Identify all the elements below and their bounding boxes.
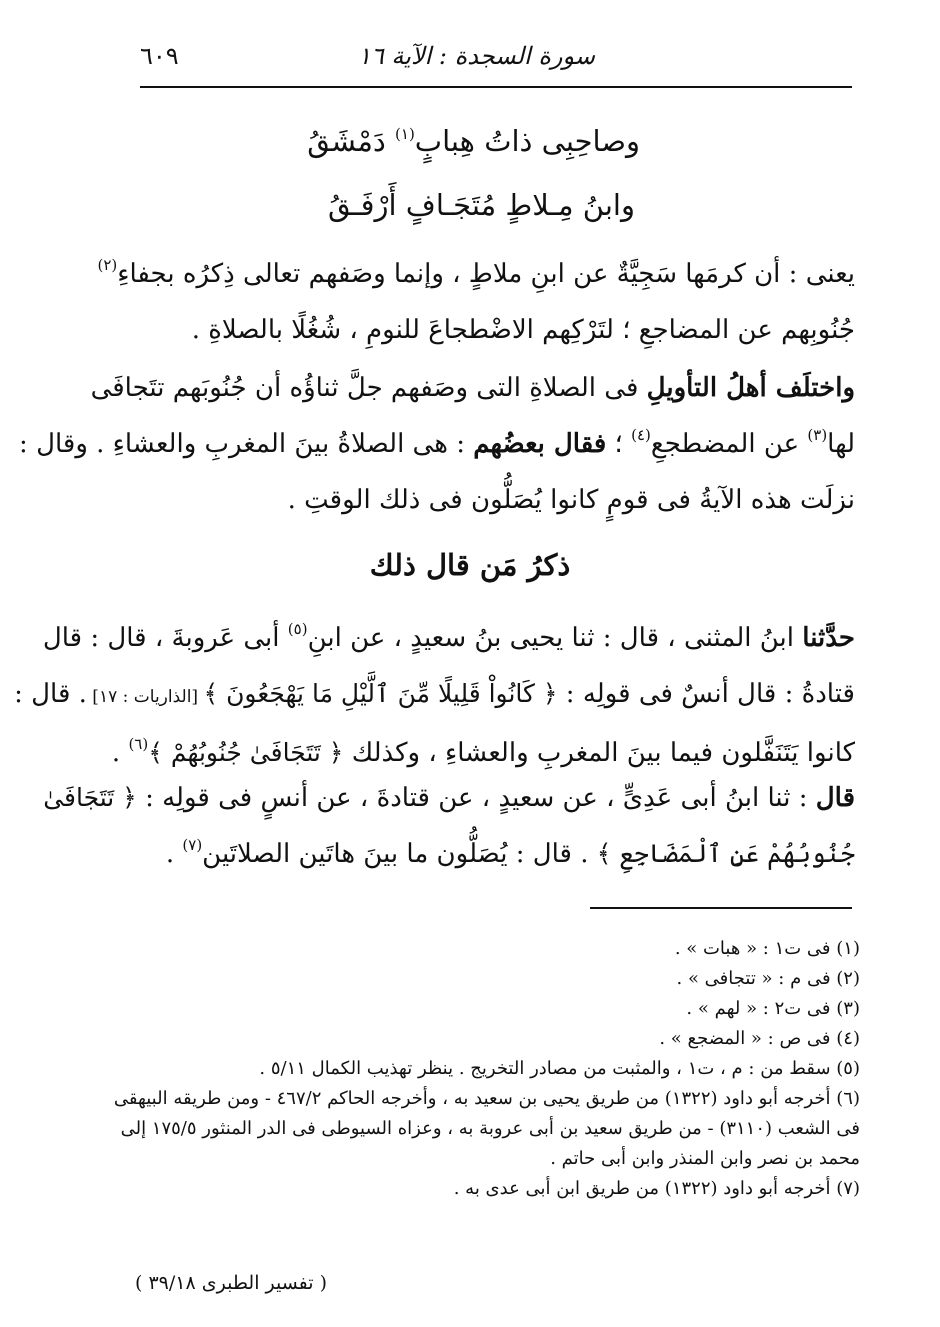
- footnote-line: محمد بن نصر وابن المنذر وابن أبى حاتم .: [550, 1148, 860, 1169]
- footnote-line: (٢) فى م : « تتجافى » .: [676, 968, 860, 989]
- quran-quote: ﴿ تَتَجَافَىٰ: [43, 783, 137, 812]
- paragraph-line: [90, 360, 855, 416]
- text-run: : هى الصلاةُ بينَ المغربِ والعشاءِ . وقال :: [19, 429, 474, 459]
- paragraph-line: [19, 416, 855, 472]
- footnote-rule: [590, 907, 852, 909]
- surah-title: سورة السجدة : الآية ١٦: [357, 42, 595, 70]
- text-run: كانوا يَتَنَفَّلون فيما بينَ المغربِ والعشاءِ ، وكذلك: [343, 738, 855, 768]
- poetry-verse-line-1: [307, 124, 640, 158]
- footnote-line: (١) فى ت١ : « هبات » .: [674, 938, 860, 959]
- text-run: . قال : يُصَلُّون ما بينَ هاتَين الصلاتَين: [202, 839, 597, 869]
- text-run: يعنى : أن كرمَها سَجِيَّةٌ عن ابنِ ملاطٍ ، وإنما وصَفهم تعالى ذِكرُه بجفاءِ: [117, 259, 855, 289]
- footnotes: [113, 934, 860, 1204]
- footnote-ref-4: (٤): [631, 426, 651, 444]
- paragraph-line: [43, 770, 855, 826]
- paragraph-1: [97, 246, 855, 358]
- text-run: أبى عَروبةَ ، قال : قال: [42, 623, 288, 653]
- footnote-line: (٧) أخرجه أبو داود (١٣٢٢) من طريق ابن أبى عدى به .: [453, 1178, 860, 1199]
- paragraph-2: [19, 360, 855, 528]
- bottom-signature: ( تفسير الطبرى ٣٩/١٨ ): [135, 1272, 328, 1294]
- text-run: . قال :: [14, 679, 87, 709]
- page-number: ٦٠٩: [140, 42, 179, 70]
- verse-text-end: دَمْشَقُ: [307, 124, 396, 158]
- footnote-ref-5: (٥): [287, 620, 308, 638]
- footnote-ref-3: (٣): [807, 426, 828, 444]
- quran-reference: [الذاريات : ١٧]: [86, 687, 204, 707]
- text-run: ابنُ المثنى ، قال : ثنا يحيى بنُ سعيدٍ ، عن ابنِ: [307, 623, 803, 653]
- paragraph-line: [97, 246, 855, 302]
- paragraph-4: [43, 770, 855, 882]
- bold-phrase: واختلَف أهلُ التأويلِ: [646, 373, 855, 403]
- footnote-line: (٣) فى ت٢ : « لهم » .: [686, 998, 860, 1019]
- text-run: عن المضطجعِ: [650, 429, 808, 459]
- text-run: .: [111, 738, 129, 768]
- paragraph-line: نزلَت هذه الآيةُ فى قومٍ كانوا يُصَلُّون فى ذلك الوقتِ .: [287, 485, 855, 515]
- text-run: : ثنا ابنُ أبى عَدِىٍّ ، عن سعيدٍ ، عن قتادةَ ، عن أنسٍ فى قولِه :: [136, 783, 816, 813]
- quran-quote: ﴿ تَتَجَافَىٰ جُنُوبُهُمْ ﴾: [148, 738, 344, 767]
- paragraph-line: [42, 610, 855, 666]
- footnote-ref-6: (٦): [128, 735, 149, 753]
- footnote-ref-1: (١): [395, 125, 415, 143]
- paragraph-line: [14, 666, 855, 725]
- footnote-line: (٥) سقط من : م ، ت١ ، والمثبت من مصادر التخريج . ينظر تهذيب الكمال ٥/١١ .: [259, 1058, 860, 1079]
- verse-text: وصاحِبِى ذاتُ هِبابٍ: [414, 124, 640, 158]
- bold-phrase: فقال بعضُهم: [473, 429, 607, 459]
- footnote-ref-7: (٧): [182, 836, 203, 854]
- running-header: [140, 38, 855, 78]
- paragraph-line: [135, 826, 855, 882]
- bold-phrase: حدَّثنا: [802, 623, 855, 653]
- text-run: .: [165, 839, 183, 869]
- footnote-line: (٤) فى ص : « المضجع » .: [659, 1028, 860, 1049]
- header-rule: [140, 86, 852, 88]
- quran-quote: ﴿ كَانُواْ قَلِيلًا مِّنَ ٱلَّيْلِ مَا يَهْجَعُونَ ﴾: [203, 679, 558, 708]
- paragraph-line: جُنُوبِهم عن المضاجعِ ؛ لتَرْكِهم الاضْطجاعَ للنومِ ، شُغُلًا بالصلاةِ .: [191, 315, 855, 345]
- text-run: لها: [827, 429, 855, 459]
- section-heading: ذكرُ مَن قال ذلك: [369, 548, 571, 582]
- bold-phrase: قال: [815, 783, 855, 813]
- paragraph-3: [14, 610, 855, 781]
- text-run: ؛: [606, 429, 632, 459]
- footnote-ref-2: (٢): [97, 256, 118, 274]
- footnote-line: فى الشعب (٣١١٠) - من طريق سعيد بن أبى عروبة به ، وعزاه السيوطى فى الدر المنثور ١٧٥/٥ إلى: [120, 1118, 860, 1139]
- text-run: قتادةُ : قال أنسٌ فى قولِه :: [557, 679, 855, 709]
- poetry-verse-line-2: وابنُ مِـلاطٍ مُتَجَـافٍ أَرْفَـقُ: [327, 188, 635, 222]
- text-run: فى الصلاةِ التى وصَفهم جلَّ ثناؤُه أن جُنُوبَهم تتَجافَى: [90, 373, 647, 403]
- quran-quote: جُنُوبُهُمْ عَنِ ٱلْمَضَاجِعِ ﴾: [596, 839, 855, 868]
- footnote-line: (٦) أخرجه أبو داود (١٣٢٢) من طريق يحيى بن سعيد به ، وأخرجه الحاكم ٤٦٧/٢ - ومن طريقه البيهقى: [113, 1088, 860, 1109]
